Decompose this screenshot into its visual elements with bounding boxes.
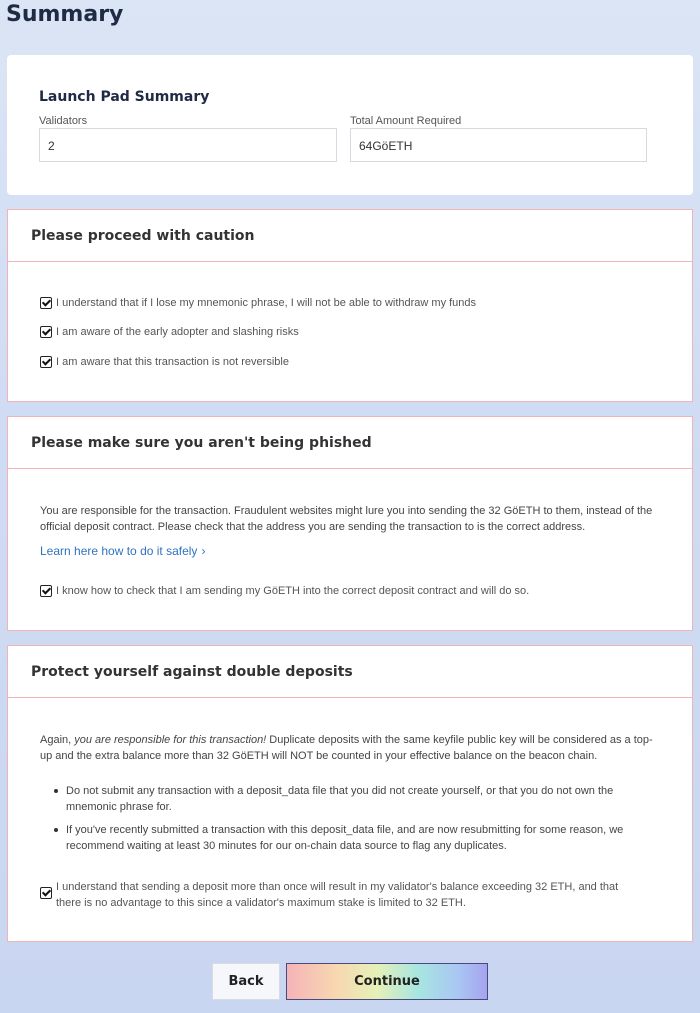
- checkbox-checked-icon[interactable]: [40, 887, 52, 899]
- continue-button[interactable]: Continue: [286, 963, 488, 1000]
- chevron-right-icon: ›: [201, 544, 206, 558]
- caution-title: Please proceed with caution: [31, 228, 255, 244]
- paragraph-prefix: Again,: [40, 734, 75, 746]
- back-button[interactable]: Back: [212, 963, 280, 1000]
- double-deposit-header: [8, 646, 692, 698]
- paragraph-emphasis: you are responsible for this transaction!: [74, 734, 267, 746]
- check-label: I am aware that this transaction is not reversible: [56, 356, 289, 368]
- double-deposit-paragraph: [40, 732, 660, 764]
- double-deposit-title: Protect yourself against double deposits: [31, 664, 353, 680]
- list-item: If you've recently submitted a transaction with this deposit_data file, and are now resubmitting for some reason, we recommend waiting at least 30 minutes for our on-chain data source to flag any duplicates.: [66, 822, 652, 854]
- caution-card: [7, 209, 693, 402]
- phishing-title: Please make sure you aren't being phished: [31, 435, 372, 451]
- phishing-card: [7, 416, 693, 631]
- caution-check-irreversible[interactable]: [40, 354, 289, 370]
- phishing-header: [8, 417, 692, 469]
- double-deposit-bullets: [66, 783, 652, 861]
- paragraph-rest: Duplicate deposits with the same keyfile public key will be considered as a top-up and the extra balance more than 32 GöETH will NOT be counted in your effective balance on the beacon chain.: [40, 734, 653, 762]
- checkbox-checked-icon[interactable]: [40, 356, 52, 368]
- double-deposit-check[interactable]: [40, 879, 646, 911]
- caution-check-mnemonic[interactable]: [40, 295, 476, 311]
- phishing-paragraph: You are responsible for the transaction. Fraudulent websites might lure you into sending the 32 GöETH to them, instead of the official deposit contract. Please check that the address you are sending the transaction to is the correct address.: [40, 505, 653, 533]
- checkbox-checked-icon[interactable]: [40, 297, 52, 309]
- check-label: I understand that sending a deposit more than once will result in my validator's balance exceeding 32 ETH, and that there is no advantage to this since a validator's maximum stake is limited to 32 ETH.: [56, 881, 619, 909]
- launch-pad-summary-card: [7, 55, 693, 195]
- total-amount-field: 64GöETH: [350, 128, 647, 162]
- total-amount-label: Total Amount Required: [350, 115, 462, 127]
- check-label: I understand that if I lose my mnemonic phrase, I will not be able to withdraw my funds: [56, 297, 477, 309]
- summary-title: Launch Pad Summary: [39, 89, 210, 105]
- check-label: I know how to check that I am sending my GöETH into the correct deposit contract and will do so.: [56, 585, 530, 597]
- validators-field: 2: [39, 128, 337, 162]
- validators-label: Validators: [39, 115, 88, 127]
- check-label: I am aware of the early adopter and slashing risks: [56, 326, 299, 338]
- caution-header: [8, 210, 692, 262]
- list-item: Do not submit any transaction with a deposit_data file that you did not create yourself, or that you do not own the mnemonic phrase for.: [66, 783, 652, 815]
- page-title: Summary: [6, 2, 124, 27]
- checkbox-checked-icon[interactable]: [40, 585, 52, 597]
- double-deposit-card: [7, 645, 693, 942]
- caution-check-risks[interactable]: [40, 324, 299, 340]
- phishing-check[interactable]: [40, 583, 529, 599]
- learn-safely-link[interactable]: [40, 544, 205, 558]
- checkbox-checked-icon[interactable]: [40, 326, 52, 338]
- learn-safely-link-label[interactable]: Learn here how to do it safely: [40, 544, 198, 558]
